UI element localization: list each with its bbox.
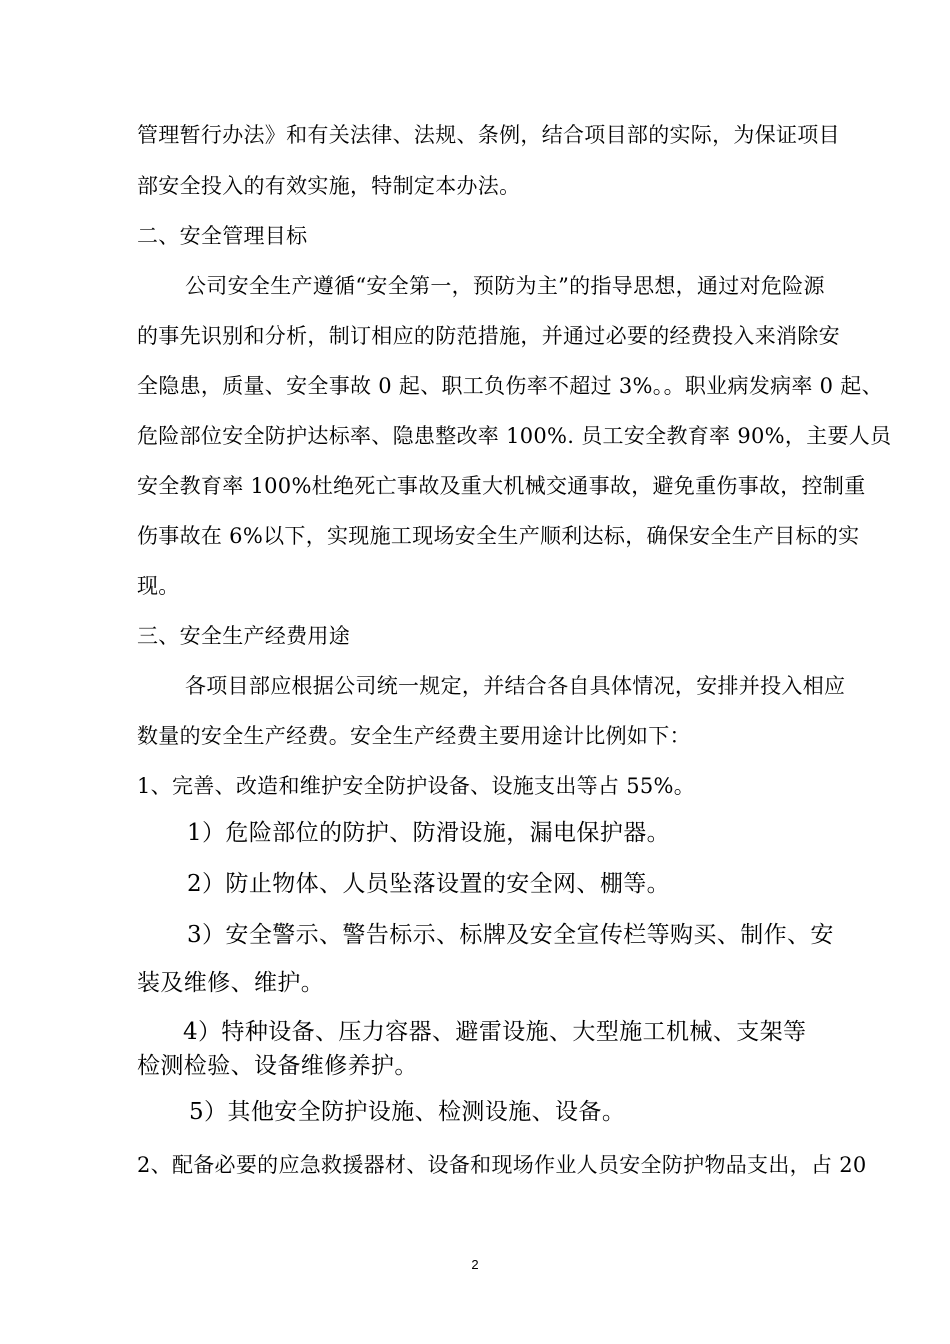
text-line-7: 危险部位安全防护达标率、隐患整改率 100%. 员工安全教育率 90%，主要人员 [137,424,892,448]
section-heading-3: 三、安全生产经费用途 [137,624,350,648]
text-line-6: 全隐患，质量、安全事故 0 起、职工负伤率不超过 3%。。职业病发病率 0 起、 [137,374,883,398]
section-heading-2: 二、安全管理目标 [137,224,308,248]
text-line-1: 管理暂行办法》和有关法律、法规、条例，结合项目部的实际，为保证项目 [137,123,840,147]
sub-item-4: 4）特种设备、压力容器、避雷设施、大型施工机械、支架等 [183,1019,807,1045]
text-line-10: 现。 [137,574,180,598]
text-line-12: 各项目部应根据公司统一规定，并结合各自具体情况，安排并投入相应 [185,674,846,698]
text-line-5: 的事先识别和分析，制订相应的防范措施，并通过必要的经费投入来消除安 [137,324,840,348]
text-line-13: 数量的安全生产经费。安全生产经费主要用途计比例如下： [137,724,691,748]
text-line-2: 部安全投入的有效实施，特制定本办法。 [137,174,521,198]
list-item-1: 1、完善、改造和维护安全防护设备、设施支出等占 55%。 [137,774,696,798]
text-line-8: 安全教育率 100%杜绝死亡事故及重大机械交通事故，避免重伤事故，控制重 [137,474,866,498]
text-line-4: 公司安全生产遵循“安全第一，预防为主”的指导思想，通过对危险源 [185,274,825,298]
page-number: 2 [471,1257,479,1272]
sub-item-2: 2）防止物体、人员坠落设置的安全网、棚等。 [187,871,671,897]
sub-item-1: 1）危险部位的防护、防滑设施，漏电保护器。 [187,820,671,846]
sub-item-3: 3）安全警示、警告标示、标牌及安全宣传栏等购买、制作、安 [187,922,834,948]
text-line-9: 伤事故在 6%以下，实现施工现场安全生产顺利达标，确保安全生产目标的实 [137,524,860,548]
list-item-2: 2、配备必要的应急救援器材、设备和现场作业人员安全防护物品支出，占 20 [137,1153,867,1177]
sub-item-4-cont: 检测检验、设备维修养护。 [137,1053,418,1079]
sub-item-5: 5）其他安全防护设施、检测设施、设备。 [189,1099,626,1125]
sub-item-3-cont: 装及维修、维护。 [137,970,325,996]
